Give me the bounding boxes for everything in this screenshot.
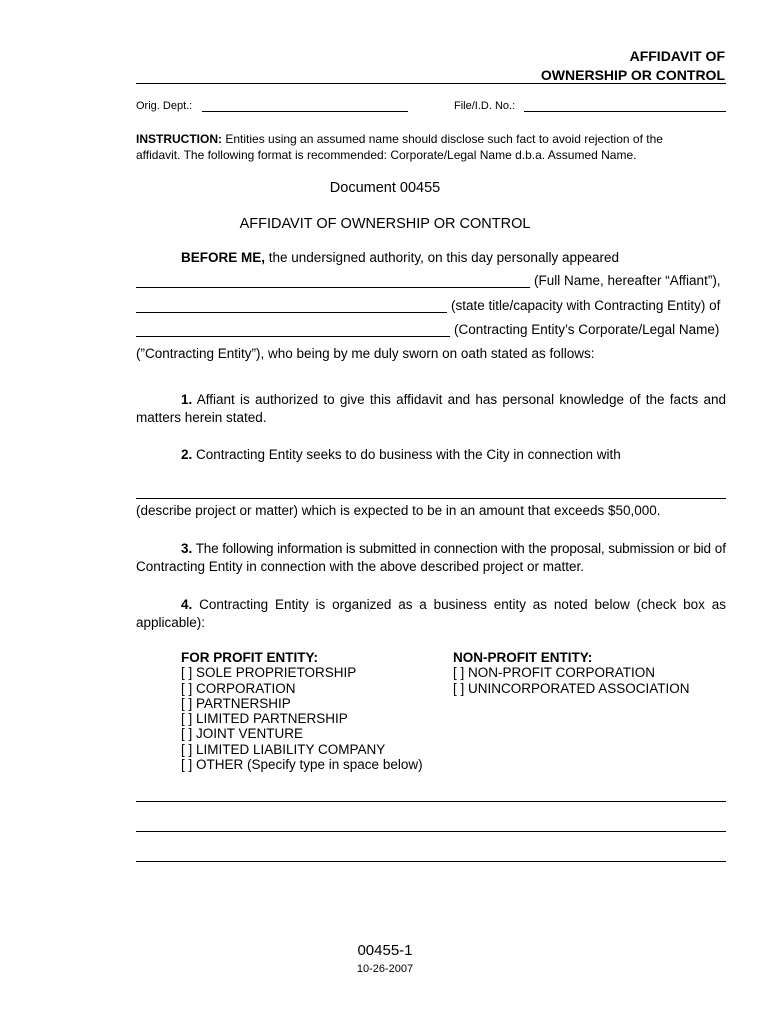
legal-name-label: (Contracting Entity’s Corporate/Legal Name) (454, 322, 720, 337)
item-3: 3. The following information is submitted in connection with the proposal, submission or bid of Contracting Entity in connection with the above described project or matter. (136, 541, 726, 574)
option-joint-venture[interactable]: [ ] JOINT VENTURE (181, 726, 304, 742)
option-corporation[interactable]: [ ] CORPORATION (181, 680, 296, 696)
file-id-field[interactable] (524, 111, 726, 112)
specify-line-1[interactable] (136, 801, 726, 802)
document-number: Document 00455 (329, 180, 441, 196)
full-name-label: (Full Name, hereafter “Affiant”), (534, 273, 721, 288)
project-description-field[interactable] (136, 498, 726, 499)
option-llc[interactable]: [ ] LIMITED LIABILITY COMPANY (181, 741, 386, 757)
title-capacity-field[interactable] (136, 312, 447, 313)
option-other[interactable]: [ ] OTHER (Specify type in space below) (181, 757, 423, 773)
option-limited-partnership[interactable]: [ ] LIMITED PARTNERSHIP (181, 711, 348, 727)
form-title-line1: AFFIDAVIT OF (629, 48, 725, 64)
item-1: 1. Affiant is authorized to give this affidavit and has personal knowledge of the facts and matters herein stated. (136, 392, 726, 425)
non-profit-column (453, 650, 690, 696)
for-profit-heading: FOR PROFIT ENTITY: (181, 650, 318, 665)
option-unincorporated-association[interactable]: [ ] UNINCORPORATED ASSOCIATION (453, 680, 690, 696)
item-2-line1: 2. Contracting Entity seeks to do business with the City in connection with (181, 447, 621, 462)
for-profit-column (181, 650, 423, 772)
title-capacity-label: (state title/capacity with Contracting Entity) of (451, 298, 721, 313)
orig-dept-label: Orig. Dept.: (136, 100, 193, 112)
instruction-line1: INSTRUCTION: Entities using an assumed name should disclose such fact to avoid rejection of the (136, 132, 663, 146)
before-me-line: BEFORE ME, the undersigned authority, on this day personally appeared (181, 250, 620, 265)
form-title-line2: OWNERSHIP OR CONTROL (540, 67, 725, 83)
page-number: 00455-1 (357, 942, 413, 959)
non-profit-heading: NON-PROFIT ENTITY: (453, 650, 593, 665)
orig-dept-field[interactable] (202, 111, 408, 112)
full-name-field[interactable] (136, 287, 530, 288)
option-non-profit-corporation[interactable]: [ ] NON-PROFIT CORPORATION (453, 665, 656, 681)
option-sole-proprietorship[interactable]: [ ] SOLE PROPRIETORSHIP (181, 665, 357, 681)
item-4: 4. Contracting Entity is organized as a business entity as noted below (check box as applicable): (136, 597, 726, 630)
instruction-line2: affidavit. The following format is recommended: Corporate/Legal Name d.b.a. Assumed Name. (136, 148, 637, 162)
specify-line-3[interactable] (136, 861, 726, 862)
header-rule (136, 83, 726, 84)
contracting-entity-line: (”Contracting Entity”), who being by me duly sworn on oath stated as follows: (136, 346, 595, 361)
file-id-label: File/I.D. No.: (454, 100, 516, 112)
revision-date: 10-26-2007 (356, 963, 414, 975)
option-partnership[interactable]: [ ] PARTNERSHIP (181, 695, 291, 711)
specify-line-2[interactable] (136, 831, 726, 832)
document-title: AFFIDAVIT OF OWNERSHIP OR CONTROL (239, 216, 531, 232)
item-2-line2: (describe project or matter) which is expected to be in an amount that exceeds $50,000. (136, 503, 661, 518)
legal-name-field[interactable] (136, 336, 450, 337)
instruction-label: INSTRUCTION: (136, 132, 222, 146)
